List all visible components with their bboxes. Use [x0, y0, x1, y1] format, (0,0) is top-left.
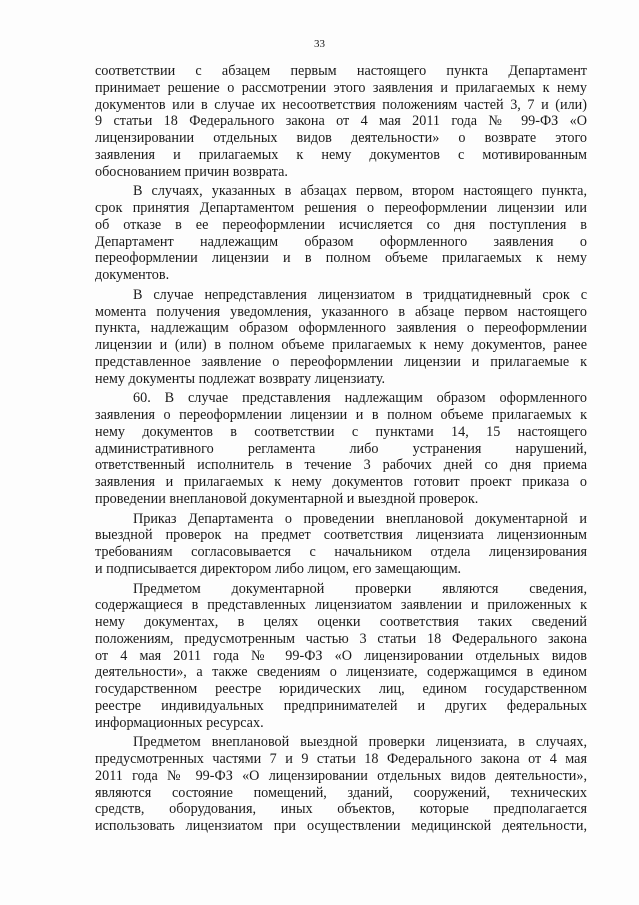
text-line: деятельности», а также сведениям о лицензиате, содержащимся в едином [95, 664, 587, 681]
text-line: 9 статьи 18 Федерального закона от 4 мая 2011 года № 99-ФЗ «О [95, 113, 587, 130]
text-line: В случаях, указанных в абзацах первом, втором настоящего пункта, [133, 183, 587, 200]
text-line: Департамент надлежащим образом оформленного заявления о [95, 233, 587, 250]
text-line: реестре индивидуальных предпринимателей и других федеральных [95, 697, 587, 714]
paragraph-item-60 [95, 390, 587, 507]
text-line: лицензировании отдельных видов деятельности» о возврате этого [95, 130, 587, 146]
text-line: проведении внеплановой документарной и выездной проверок. [95, 490, 479, 507]
text-line: заявления и прилагаемых к нему документов готовит проект приказа о [95, 474, 587, 490]
paragraph-7 [95, 734, 587, 835]
text-line: нему документы подлежат возврату лицензиату. [95, 370, 386, 387]
text-line: информационных ресурсах. [95, 714, 264, 731]
text-line: нему документов в соответствии с пунктами 14, 15 настоящего [95, 423, 587, 440]
text-line: принимает решение о рассмотрении этого заявления и прилагаемых к нему [95, 79, 587, 96]
text-line: являются состояние помещений, зданий, сооружений, технических [95, 784, 587, 801]
text-line: Предметом внеплановой выездной проверки лицензиата, в случаях, [133, 734, 587, 751]
paragraph-6 [95, 581, 587, 732]
text-line: выездной проверок на предмет соответствия лицензиата лицензионным [95, 527, 587, 544]
text-line: положениям, предусмотренным частью 3 статьи 18 Федерального закона [95, 630, 587, 647]
text-line: документов. [95, 267, 170, 283]
paragraph-2 [95, 183, 587, 284]
text-line: обоснованием причин возврата. [95, 163, 288, 180]
text-line: использовать лицензиатом при осуществлении медицинской деятельности, [95, 818, 587, 834]
text-line: момента получения уведомления, указанного в абзаце первом настоящего [95, 303, 587, 320]
text-line: 2011 года № 99-ФЗ «О лицензировании отдельных видов деятельности», [95, 767, 587, 784]
text-line: и подписывается директором либо лицом, его замещающим. [95, 560, 462, 577]
document-body [95, 63, 587, 835]
text-line: средств, оборудования, иных объектов, которые предполагается [95, 801, 587, 818]
text-line: об отказе в ее переоформлении исчисляется со дня поступления в [95, 216, 587, 233]
text-line: административного регламента либо устранения нарушений, [95, 440, 587, 457]
text-line: предусмотренных частями 7 и 9 статьи 18 Федерального закона от 4 мая [95, 751, 587, 767]
text-line: лицензии и (или) в полном объеме прилагаемых к нему документов, ранее [95, 337, 587, 353]
text-line: документов или в случае их несоответствия положениям частей 3, 7 и (или) [95, 96, 587, 113]
paragraph-5 [95, 511, 587, 578]
text-line: требованиям согласовывается с начальником отдела лицензирования [95, 544, 587, 560]
text-line: заявления и прилагаемых к нему документов с мотивированным [95, 146, 587, 163]
text-line: ответственный исполнитель в течение 3 рабочих дней со дня приема [95, 457, 587, 474]
text-line: соответствии с абзацем первым настоящего пункта Департамент [95, 63, 587, 79]
paragraph-1 [95, 63, 587, 180]
page-number: 33 [314, 38, 325, 50]
text-line: заявления о переоформлении лицензии и в полном объеме прилагаемых к [95, 407, 587, 423]
text-line: срок принятия Департаментом решения о переоформлении лицензии или [95, 200, 587, 216]
text-line: Приказ Департамента о проведении внеплановой документарной и [133, 510, 587, 527]
text-line: представленное заявление о переоформлении лицензии и прилагаемые к [95, 353, 587, 370]
text-line: от 4 мая 2011 года № 99-ФЗ «О лицензировании отдельных видов [95, 647, 587, 664]
text-line: пункта, надлежащим образом оформленного заявления о переоформлении [95, 320, 587, 337]
text-line: В случае непредставления лицензиатом в тридцатидневный срок с [133, 286, 587, 303]
text-line: переоформлении лицензии и в полном объеме прилагаемых к нему [95, 250, 587, 267]
text-line: 60. В случае представления надлежащим образом оформленного [133, 390, 587, 407]
text-line: содержащиеся в представленных лицензиатом заявлении и приложенных к [95, 597, 587, 614]
text-line: Предметом документарной проверки являются сведения, [133, 580, 587, 597]
paragraph-3 [95, 287, 587, 388]
text-line: государственном реестре юридических лиц, едином государственном [95, 681, 587, 697]
text-line: нему документах, в целях оценки соответствия таких сведений [95, 614, 587, 630]
